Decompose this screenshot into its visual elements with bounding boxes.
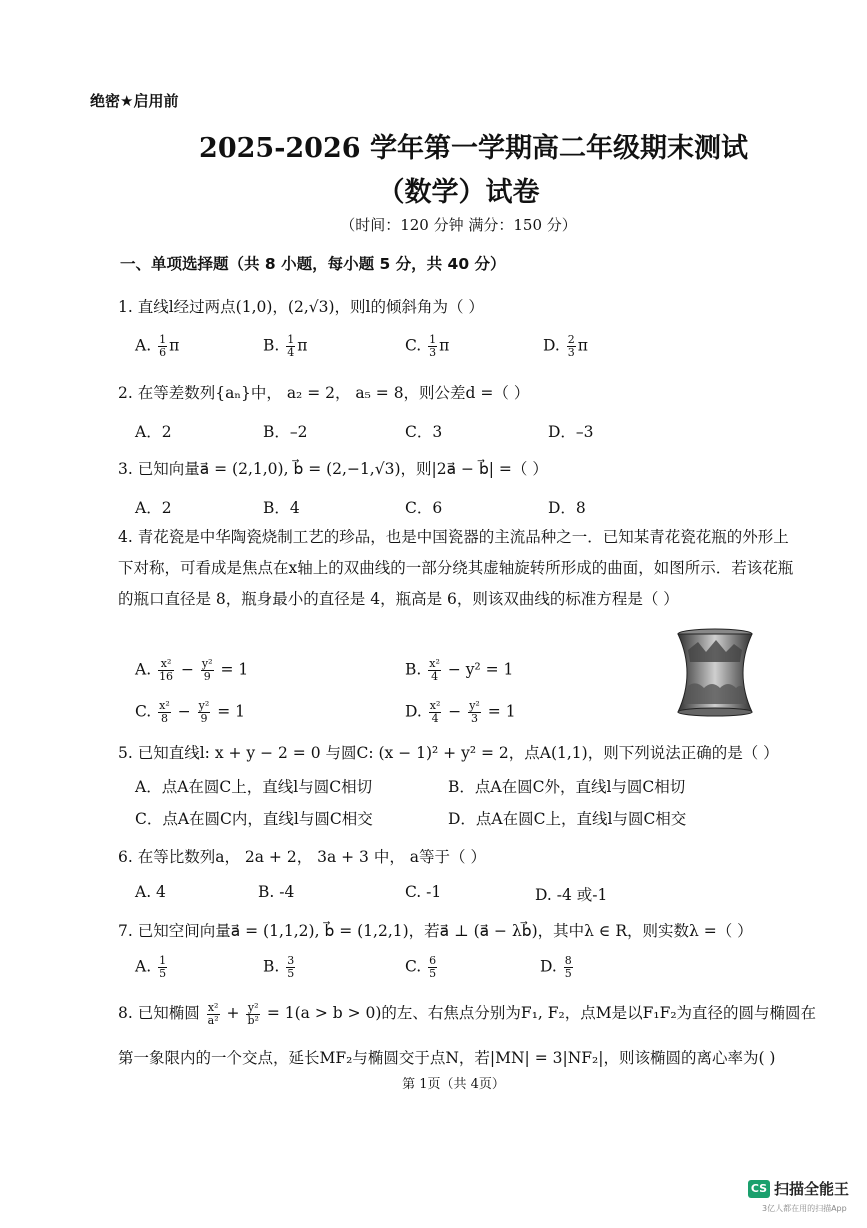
camscanner-tagline: 3亿人都在用的扫描App [762,1204,847,1213]
exam-subtitle: （数学）试卷 [377,177,540,208]
q4-option-b: B. $\frac{\text{x²}}{4}$ − y² = 1 [405,657,514,683]
q2-option-c: C．3 [405,423,443,441]
q6-option-b: B. -4 [258,883,295,901]
vase-illustration [676,628,754,718]
q7-option-c: C. $\frac{6}{5}$ [405,954,437,980]
q7-option-b: B. $\frac{3}{5}$ [263,954,295,980]
q5-option-d: D．点A在圆C上，直线l与圆C相交 [448,810,687,828]
q3-option-b: B．4 [263,499,300,517]
question-8-stem-line1: 8. 已知椭圆 $\frac{\text{x²}}{\text{a²}}$ + $\frac{\text{y²}}{\text{b²}}$ = 1(a > b > 0)的左、右焦点分别为F₁, F₂，点M是以F₁F₂为直径的圆与椭圆在 [118,1000,817,1027]
question-5-stem: 5. 已知直线l: x + y − 2 = 0 与圆C: (x − 1)² + y² = 2，点A(1,1)，则下列说法正确的是（ ） [118,744,779,762]
q3-option-a: A．2 [135,499,172,517]
q7-option-d: D. $\frac{8}{5}$ [540,954,572,980]
page-footer: 第 1页（共 4页） [402,1077,505,1092]
q1-option-a: A. $\frac{1}{6}$ π [135,333,180,359]
q2-option-b: B．–2 [263,423,308,441]
question-2-stem: 2. 在等差数列{aₙ}中， a₂ = 2， a₅ = 8，则公差d =（ ） [118,384,530,402]
q5-option-c: C．点A在圆C内，直线l与圆C相交 [135,810,373,828]
q4-option-d: D. $\frac{\text{x²}}{4}$ − $\frac{\text{y²}}{3}$ = 1 [405,699,516,725]
exam-title: 2025-2026 学年第一学期高二年级期末测试 [199,133,748,164]
camscanner-watermark [748,1178,849,1199]
question-8-stem-line2: 第一象限内的一个交点，延长MF₂与椭圆交于点N，若|MN| = 3|NF₂|，则该椭圆的离心率为( ) [118,1049,776,1067]
q6-option-d: D. -4 或-1 [535,886,608,904]
question-7-stem: 7. 已知空间向量a⃗ = (1,1,2), b⃗ = (1,2,1)，若a⃗ ⊥ (a⃗ − λb⃗)，其中λ ∈ R，则实数λ =（ ） [118,922,753,940]
q2-option-d: D．–3 [548,423,594,441]
q1-option-b: B. $\frac{1}{4}$ π [263,333,308,359]
q6-option-a: A. 4 [135,883,166,901]
q1-option-c: C. $\frac{1}{3}$ π [405,333,450,359]
question-1-stem: 1. 直线l经过两点(1,0)，(2,√3)，则l的倾斜角为（ ） [118,298,484,316]
q6-option-c: C. -1 [405,883,442,901]
question-6-stem: 6. 在等比数列a， 2a + 2， 3a + 3 中， a等于（ ） [118,848,486,866]
q7-option-a: A. $\frac{1}{5}$ [135,954,167,980]
q1-option-d: D. $\frac{2}{3}$ π [543,333,588,359]
question-4-stem: 4. 青花瓷是中华陶瓷烧制工艺的珍品，也是中国瓷器的主流品种之一．已知某青花瓷花瓶的外形上下对称，可看成是焦点在x轴上的双曲线的一部分绕其虚轴旋转所形成的曲面，如图所示．若该花瓶的瓶口直径是 8，瓶身最小的直径是 4，瓶高是 6，则该双曲线的标准方程是（ ） [118,528,794,608]
section-heading: 一、单项选择题（共 8 小题，每小题 5 分，共 40 分） [120,255,506,273]
q2-option-a: A．2 [135,423,172,441]
q3-option-c: C．6 [405,499,443,517]
q4-option-a: A. $\frac{\text{x²}}{16}$ − $\frac{\text{y²}}{9}$ = 1 [135,657,249,683]
camscanner-logo-icon: CS [748,1180,770,1198]
q4-option-c: C. $\frac{\text{x²}}{8}$ − $\frac{\text{y²}}{9}$ = 1 [135,699,245,725]
question-3-stem: 3. 已知向量a⃗ = (2,1,0), b⃗ = (2,−1,√3)，则|2a⃗ − b⃗| =（ ） [118,460,548,478]
time-info: （时间：120 分钟 满分：150 分） [340,216,577,234]
confidential-label: 绝密★启用前 [90,92,179,110]
camscanner-name: 扫描全能王 [774,1180,850,1198]
q5-option-a: A．点A在圆C上，直线l与圆C相切 [135,778,373,796]
q5-option-b: B．点A在圆C外，直线l与圆C相切 [448,778,686,796]
q3-option-d: D．8 [548,499,586,517]
